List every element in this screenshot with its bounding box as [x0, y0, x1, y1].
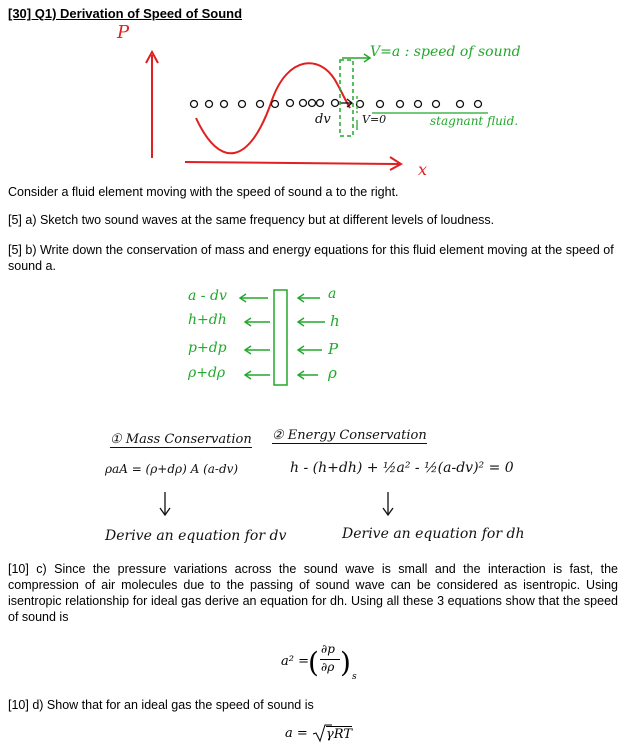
left-label-velocity: a - dv [188, 288, 227, 304]
sound-wave-sketch [0, 0, 628, 180]
particle-row [191, 100, 482, 108]
fluid-element-diagram [0, 280, 628, 400]
zero-speed-label: V=0 [362, 113, 387, 126]
element-rect [274, 290, 287, 385]
part-b-text: [5] b) Write down the conservation of mass and energy equations for this fluid element moving at the speed of sound a. [8, 243, 614, 273]
energy-conservation-title: ② Energy Conservation [272, 428, 427, 443]
x-axis [185, 162, 400, 164]
x-axis-label: x [418, 160, 428, 179]
part-a-text: [5] a) Sketch two sound waves at the same frequency but at different levels of loudness. [8, 213, 495, 227]
wave-curve [196, 63, 350, 153]
left-label-pressure: p+dp [188, 340, 227, 356]
right-label-enthalpy: h [330, 312, 340, 330]
p-axis-label: P [117, 22, 130, 43]
sound-speed-fraction: ( ∂p ∂ρ ) s [308, 642, 357, 682]
mass-conservation-title: ① Mass Conservation [110, 432, 252, 447]
ideal-gas-lhs: a = [285, 726, 308, 741]
derive-dv-note: Derive an equation for dv [105, 528, 287, 544]
derive-dh-note: Derive an equation for dh [342, 526, 525, 542]
mass-conservation-equation: ρaA = (ρ+dρ) A (a-dv) [105, 462, 239, 476]
intro-text: Consider a fluid element moving with the speed of sound a to the right. [8, 185, 399, 199]
sound-speed-numerator: ∂p [321, 642, 335, 656]
element-speed-label: dv [315, 112, 331, 127]
fluid-element-box [340, 60, 353, 136]
part-c-text: [10] c) Since the pressure variations across the sound wave is small and the interaction is fast, the compression of air molecules due to the passing of sound wave can be considered as isentropic. Using isentropic relationship for ideal gas derive an equation for dh. Using all these 3 equations show that the speed of sound is [8, 562, 618, 624]
right-label-velocity: a [328, 286, 337, 302]
sound-speed-denominator: ∂ρ [321, 660, 335, 674]
part-d-text: [10] d) Show that for an ideal gas the speed of sound is [8, 698, 314, 712]
left-label-enthalpy: h+dh [188, 312, 227, 328]
question-title: [30] Q1) Derivation of Speed of Sound [8, 6, 243, 21]
stagnant-fluid-label: stagnant fluid. [430, 114, 519, 128]
speed-note: V=a : speed of sound [370, 44, 521, 60]
derive-arrows [0, 488, 628, 528]
left-label-density: ρ+dρ [188, 365, 226, 381]
sound-speed-lhs: a² = [281, 654, 309, 669]
ideal-gas-rhs: γRT [326, 727, 352, 742]
energy-conservation-equation: h - (h+dh) + ½a² - ½(a-dv)² = 0 [290, 460, 514, 476]
sound-speed-subscript: s [352, 672, 357, 682]
right-label-pressure: P [328, 340, 339, 358]
right-label-density: ρ [328, 364, 337, 382]
